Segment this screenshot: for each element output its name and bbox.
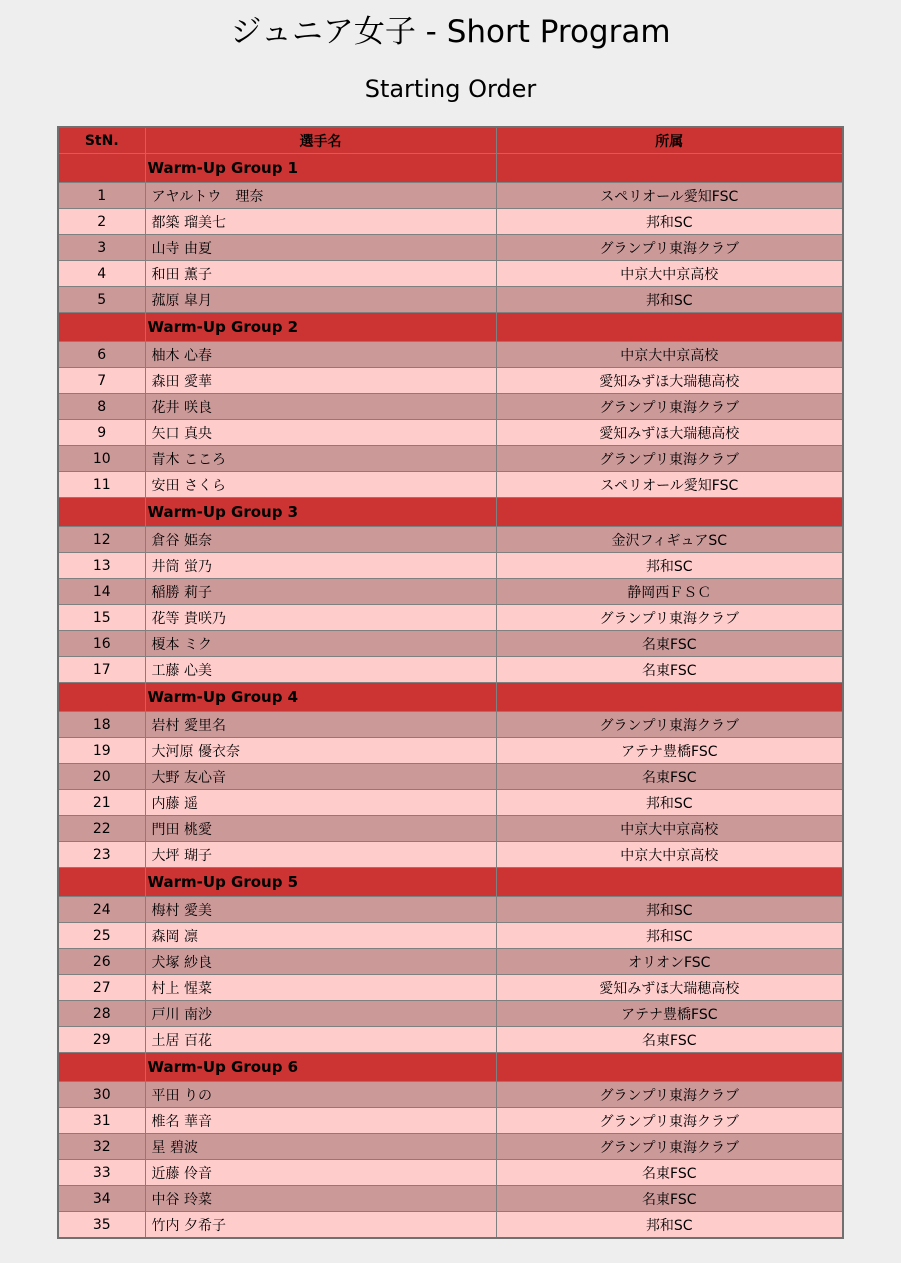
- club-name: 名東FSC: [496, 1027, 843, 1053]
- starting-number: 7: [58, 368, 145, 394]
- table-row: [58, 897, 843, 923]
- table-row: [58, 1108, 843, 1134]
- warm-up-group-label: Warm-Up Group 2: [145, 313, 496, 342]
- group-spacer: [58, 683, 145, 712]
- club-name: 名東FSC: [496, 657, 843, 683]
- club-name: 愛知みずほ大瑞穂高校: [496, 420, 843, 446]
- table-row: [58, 394, 843, 420]
- skater-name: 岩村 愛里名: [145, 712, 496, 738]
- starting-number: 28: [58, 1001, 145, 1027]
- club-name: 愛知みずほ大瑞穂高校: [496, 368, 843, 394]
- warm-up-group-row: [58, 313, 843, 342]
- warm-up-group-row: [58, 868, 843, 897]
- starting-number: 26: [58, 949, 145, 975]
- skater-name: 都築 瑠美七: [145, 209, 496, 235]
- starting-number: 32: [58, 1134, 145, 1160]
- table-row: [58, 1186, 843, 1212]
- warm-up-group-row: [58, 1053, 843, 1082]
- warm-up-group-row: [58, 498, 843, 527]
- warm-up-group-row: [58, 154, 843, 183]
- starting-number: 22: [58, 816, 145, 842]
- group-spacer: [496, 313, 843, 342]
- page-title: ジュニア女子 - Short Program: [230, 14, 671, 50]
- table-row: [58, 1134, 843, 1160]
- starting-number: 11: [58, 472, 145, 498]
- warm-up-group-label: Warm-Up Group 4: [145, 683, 496, 712]
- table-row: [58, 261, 843, 287]
- club-name: 中京大中京高校: [496, 261, 843, 287]
- column-header-name: 選手名: [145, 127, 496, 154]
- skater-name: 大坪 瑚子: [145, 842, 496, 868]
- skater-name: 榎本 ミク: [145, 631, 496, 657]
- club-name: 静岡西ＦＳＣ: [496, 579, 843, 605]
- group-spacer: [496, 498, 843, 527]
- club-name: 邦和SC: [496, 1212, 843, 1239]
- club-name: グランプリ東海クラブ: [496, 235, 843, 261]
- group-spacer: [496, 1053, 843, 1082]
- starting-number: 24: [58, 897, 145, 923]
- skater-name: 星 碧波: [145, 1134, 496, 1160]
- starting-number: 21: [58, 790, 145, 816]
- starting-number: 33: [58, 1160, 145, 1186]
- starting-number: 6: [58, 342, 145, 368]
- table-row: [58, 1027, 843, 1053]
- starting-number: 9: [58, 420, 145, 446]
- starting-number: 8: [58, 394, 145, 420]
- table-row: [58, 712, 843, 738]
- club-name: 中京大中京高校: [496, 342, 843, 368]
- table-row: [58, 287, 843, 313]
- skater-name: 稲勝 莉子: [145, 579, 496, 605]
- skater-name: 花等 貴咲乃: [145, 605, 496, 631]
- table-row: [58, 1001, 843, 1027]
- table-row: [58, 1082, 843, 1108]
- table-row: [58, 923, 843, 949]
- skater-name: 竹内 夕希子: [145, 1212, 496, 1239]
- group-spacer: [58, 154, 145, 183]
- skater-name: 椎名 華音: [145, 1108, 496, 1134]
- skater-name: 菰原 皐月: [145, 287, 496, 313]
- skater-name: 和田 薫子: [145, 261, 496, 287]
- skater-name: 花井 咲良: [145, 394, 496, 420]
- group-spacer: [496, 868, 843, 897]
- warm-up-group-row: [58, 683, 843, 712]
- page-subtitle: Starting Order: [364, 75, 537, 103]
- table-row: [58, 949, 843, 975]
- skater-name: 矢口 真央: [145, 420, 496, 446]
- skater-name: 大野 友心音: [145, 764, 496, 790]
- table-row: [58, 446, 843, 472]
- skater-name: 土居 百花: [145, 1027, 496, 1053]
- starting-number: 3: [58, 235, 145, 261]
- table-row: [58, 790, 843, 816]
- starting-number: 12: [58, 527, 145, 553]
- starting-number: 25: [58, 923, 145, 949]
- starting-number: 1: [58, 183, 145, 209]
- table-body: [58, 154, 843, 1239]
- club-name: グランプリ東海クラブ: [496, 605, 843, 631]
- skater-name: 安田 さくら: [145, 472, 496, 498]
- group-spacer: [58, 868, 145, 897]
- table-row: [58, 368, 843, 394]
- skater-name: 大河原 優衣奈: [145, 738, 496, 764]
- warm-up-group-label: Warm-Up Group 6: [145, 1053, 496, 1082]
- club-name: アテナ豊橋FSC: [496, 1001, 843, 1027]
- club-name: グランプリ東海クラブ: [496, 1134, 843, 1160]
- starting-number: 16: [58, 631, 145, 657]
- club-name: 中京大中京高校: [496, 816, 843, 842]
- skater-name: 内藤 遥: [145, 790, 496, 816]
- club-name: グランプリ東海クラブ: [496, 394, 843, 420]
- starting-number: 30: [58, 1082, 145, 1108]
- starting-number: 19: [58, 738, 145, 764]
- club-name: 金沢フィギュアSC: [496, 527, 843, 553]
- skater-name: 犬塚 紗良: [145, 949, 496, 975]
- skater-name: 門田 桃愛: [145, 816, 496, 842]
- warm-up-group-label: Warm-Up Group 3: [145, 498, 496, 527]
- club-name: グランプリ東海クラブ: [496, 1108, 843, 1134]
- club-name: アテナ豊橋FSC: [496, 738, 843, 764]
- club-name: 邦和SC: [496, 209, 843, 235]
- starting-order-table: [57, 126, 844, 1239]
- skater-name: 森田 愛華: [145, 368, 496, 394]
- table-row: [58, 738, 843, 764]
- starting-number: 35: [58, 1212, 145, 1239]
- skater-name: 近藤 伶音: [145, 1160, 496, 1186]
- starting-number: 13: [58, 553, 145, 579]
- column-header-stn: StN.: [58, 127, 145, 154]
- starting-number: 14: [58, 579, 145, 605]
- starting-number: 29: [58, 1027, 145, 1053]
- starting-number: 10: [58, 446, 145, 472]
- table-row: [58, 472, 843, 498]
- starting-number: 17: [58, 657, 145, 683]
- table-row: [58, 605, 843, 631]
- skater-name: 森岡 凛: [145, 923, 496, 949]
- club-name: 名東FSC: [496, 1186, 843, 1212]
- table-row: [58, 842, 843, 868]
- starting-number: 20: [58, 764, 145, 790]
- table-row: [58, 553, 843, 579]
- table-row: [58, 342, 843, 368]
- club-name: 邦和SC: [496, 897, 843, 923]
- table-row: [58, 816, 843, 842]
- starting-number: 2: [58, 209, 145, 235]
- table-row: [58, 579, 843, 605]
- group-spacer: [58, 313, 145, 342]
- club-name: 邦和SC: [496, 553, 843, 579]
- table-row: [58, 420, 843, 446]
- warm-up-group-label: Warm-Up Group 1: [145, 154, 496, 183]
- club-name: グランプリ東海クラブ: [496, 1082, 843, 1108]
- club-name: 名東FSC: [496, 764, 843, 790]
- skater-name: アヤルトウ 理奈: [145, 183, 496, 209]
- table-row: [58, 1212, 843, 1239]
- skater-name: 青木 こころ: [145, 446, 496, 472]
- starting-number: 18: [58, 712, 145, 738]
- starting-number: 5: [58, 287, 145, 313]
- starting-number: 4: [58, 261, 145, 287]
- club-name: グランプリ東海クラブ: [496, 712, 843, 738]
- table-row: [58, 1160, 843, 1186]
- skater-name: 倉谷 姫奈: [145, 527, 496, 553]
- table-row: [58, 764, 843, 790]
- starting-number: 15: [58, 605, 145, 631]
- skater-name: 井筒 蛍乃: [145, 553, 496, 579]
- table-row: [58, 527, 843, 553]
- table-row: [58, 631, 843, 657]
- skater-name: 梅村 愛美: [145, 897, 496, 923]
- skater-name: 中谷 玲菜: [145, 1186, 496, 1212]
- club-name: スペリオール愛知FSC: [496, 183, 843, 209]
- table-row: [58, 657, 843, 683]
- skater-name: 山寺 由夏: [145, 235, 496, 261]
- starting-number: 23: [58, 842, 145, 868]
- warm-up-group-label: Warm-Up Group 5: [145, 868, 496, 897]
- skater-name: 村上 惺菜: [145, 975, 496, 1001]
- table-row: [58, 975, 843, 1001]
- group-spacer: [58, 498, 145, 527]
- club-name: 名東FSC: [496, 631, 843, 657]
- group-spacer: [496, 683, 843, 712]
- skater-name: 平田 りの: [145, 1082, 496, 1108]
- club-name: グランプリ東海クラブ: [496, 446, 843, 472]
- skater-name: 柚木 心春: [145, 342, 496, 368]
- table-row: [58, 235, 843, 261]
- table-header-row: [58, 127, 843, 154]
- club-name: 愛知みずほ大瑞穂高校: [496, 975, 843, 1001]
- club-name: 中京大中京高校: [496, 842, 843, 868]
- club-name: オリオンFSC: [496, 949, 843, 975]
- group-spacer: [496, 154, 843, 183]
- club-name: 名東FSC: [496, 1160, 843, 1186]
- skater-name: 工藤 心美: [145, 657, 496, 683]
- club-name: 邦和SC: [496, 790, 843, 816]
- club-name: スペリオール愛知FSC: [496, 472, 843, 498]
- column-header-club: 所属: [496, 127, 843, 154]
- table-row: [58, 183, 843, 209]
- club-name: 邦和SC: [496, 923, 843, 949]
- club-name: 邦和SC: [496, 287, 843, 313]
- starting-number: 31: [58, 1108, 145, 1134]
- table-row: [58, 209, 843, 235]
- starting-number: 34: [58, 1186, 145, 1212]
- starting-number: 27: [58, 975, 145, 1001]
- skater-name: 戸川 南沙: [145, 1001, 496, 1027]
- group-spacer: [58, 1053, 145, 1082]
